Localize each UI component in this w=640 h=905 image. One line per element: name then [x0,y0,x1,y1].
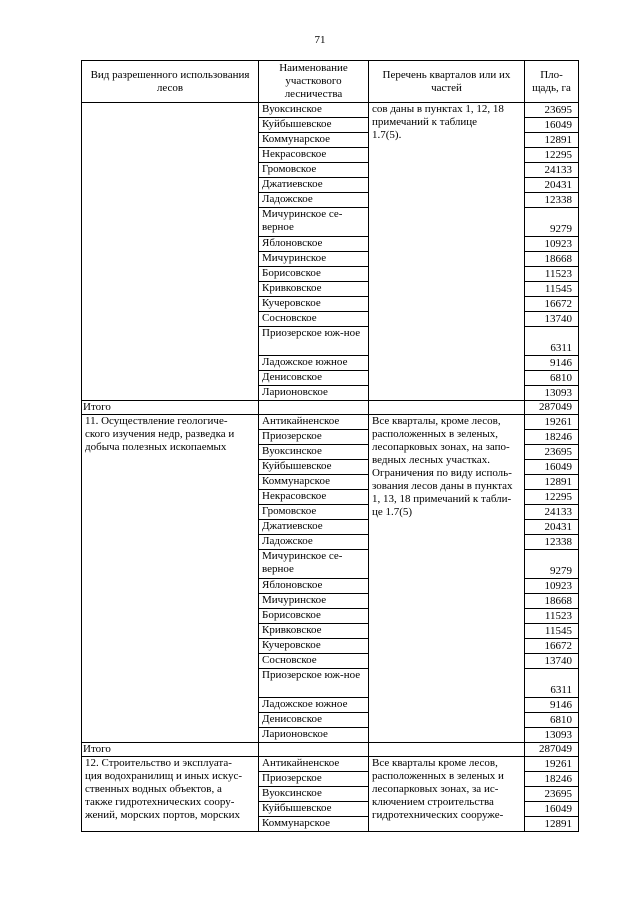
area-cell: 13093 [525,728,579,743]
forestry-name-cell: Ладожское южное [259,356,369,371]
total-area-cell: 287049 [525,401,579,415]
forestry-name-cell: Коммунарское [259,133,369,148]
forestry-name-cell: Кучеровское [259,639,369,654]
area-cell: 6311 [525,327,579,356]
total-area-cell: 287049 [525,743,579,757]
header-kind: Вид разрешенного использования лесов [82,61,259,103]
forestry-name-cell: Джатиевское [259,520,369,535]
forestry-name-cell: Кривковское [259,282,369,297]
quarters-cell: Все кварталы кроме лесов, расположенных в зеленых и лесопарковых зонах, за ис- ключением строительства гидротехнических сооруже- [369,757,525,832]
header-area: Пло-щадь, га [525,61,579,103]
forestry-name-cell: Коммунарское [259,817,369,832]
area-cell: 24133 [525,505,579,520]
area-cell: 19261 [525,757,579,772]
forestry-name-cell: Некрасовское [259,490,369,505]
area-cell: 11545 [525,282,579,297]
forestry-name-cell: Куйбышевское [259,802,369,817]
area-cell: 9146 [525,356,579,371]
forestry-name-cell: Джатиевское [259,178,369,193]
forestry-name-cell: Антикайненское [259,415,369,430]
empty-cell [259,401,369,415]
forestry-name-cell: Громовское [259,163,369,178]
forestry-name-cell: Ладожское [259,193,369,208]
area-cell: 13093 [525,386,579,401]
area-cell: 16049 [525,118,579,133]
forestry-name-cell: Антикайненское [259,757,369,772]
forestry-name-cell: Мичуринское [259,252,369,267]
forestry-name-cell: Приозерское юж-ное [259,327,369,356]
header-forestry: Наименование участкового лесничества [259,61,369,103]
forestry-name-cell: Ларионовское [259,728,369,743]
forestry-name-cell: Борисовское [259,267,369,282]
area-cell: 12891 [525,133,579,148]
forestry-name-cell: Яблоновское [259,237,369,252]
forestry-name-cell: Ладожское южное [259,698,369,713]
area-cell: 10923 [525,579,579,594]
forestry-name-cell: Вуоксинское [259,445,369,460]
area-cell: 9146 [525,698,579,713]
area-cell: 12295 [525,148,579,163]
area-cell: 9279 [525,550,579,579]
forestry-name-cell: Кривковское [259,624,369,639]
forestry-name-cell: Кучеровское [259,297,369,312]
quarters-cell: Все кварталы, кроме лесов, расположенных в зеленых, лесопарковых зонах, на запо- ведных лесных участках. Ограничения по виду исполь- зования лесов даны в пунктах 1, 13, 18 примечаний к табли- це 1.7(5) [369,415,525,743]
area-cell: 18668 [525,594,579,609]
forestry-name-cell: Куйбышевское [259,460,369,475]
area-cell: 6810 [525,371,579,386]
area-cell: 10923 [525,237,579,252]
table-row [82,415,579,430]
empty-cell [369,743,525,757]
area-cell: 23695 [525,445,579,460]
forestry-name-cell: Вуоксинское [259,103,369,118]
area-cell: 11523 [525,609,579,624]
forestry-name-cell: Приозерское [259,430,369,445]
forestry-name-cell: Борисовское [259,609,369,624]
forestry-name-cell: Вуоксинское [259,787,369,802]
table-body [82,103,579,832]
forestry-name-cell: Денисовское [259,713,369,728]
area-cell: 13740 [525,312,579,327]
forestry-name-cell: Яблоновское [259,579,369,594]
forestry-name-cell: Мичуринское се-верное [259,550,369,579]
forestry-name-cell: Куйбышевское [259,118,369,133]
total-label: Итого [82,401,259,415]
empty-cell [259,743,369,757]
forestry-name-cell: Сосновское [259,654,369,669]
forestry-name-cell: Ладожское [259,535,369,550]
area-cell: 12891 [525,817,579,832]
total-row [82,743,579,757]
forestry-name-cell: Денисовское [259,371,369,386]
forestry-name-cell: Приозерское [259,772,369,787]
forestry-name-cell: Мичуринское се-верное [259,208,369,237]
area-cell: 20431 [525,520,579,535]
empty-cell [369,401,525,415]
area-cell: 20431 [525,178,579,193]
area-cell: 19261 [525,415,579,430]
area-cell: 6810 [525,713,579,728]
total-label: Итого [82,743,259,757]
total-row [82,401,579,415]
area-cell: 12295 [525,490,579,505]
area-cell: 12338 [525,535,579,550]
area-cell: 16049 [525,460,579,475]
forestry-name-cell: Ларионовское [259,386,369,401]
area-cell: 18246 [525,772,579,787]
area-cell: 16049 [525,802,579,817]
area-cell: 16672 [525,297,579,312]
table-row [82,757,579,772]
area-cell: 24133 [525,163,579,178]
area-cell: 18668 [525,252,579,267]
area-cell: 6311 [525,669,579,698]
table-row [82,103,579,118]
forestry-name-cell: Громовское [259,505,369,520]
area-cell: 23695 [525,103,579,118]
use-kind-cell: 12. Строительство и эксплуата- ция водохранилищ и иных искус- ственных водных объектов, а также гидротехнических соору- жений, морских портов, морских [82,757,259,832]
forestry-name-cell: Некрасовское [259,148,369,163]
header-quarters: Перечень кварталов или их частей [369,61,525,103]
quarters-cell: сов даны в пунктах 1, 12, 18 примечаний к таблице 1.7(5). [369,103,525,401]
area-cell: 16672 [525,639,579,654]
area-cell: 13740 [525,654,579,669]
area-cell: 12891 [525,475,579,490]
forestry-name-cell: Коммунарское [259,475,369,490]
forestry-name-cell: Мичуринское [259,594,369,609]
area-cell: 9279 [525,208,579,237]
area-cell: 12338 [525,193,579,208]
area-cell: 11545 [525,624,579,639]
forest-use-table [81,60,579,832]
forestry-name-cell: Приозерское юж-ное [259,669,369,698]
use-kind-cell [82,103,259,401]
area-cell: 18246 [525,430,579,445]
page-number: 71 [314,34,326,46]
use-kind-cell: 11. Осуществление геологиче- ского изучения недр, разведка и добыча полезных ископаемых [82,415,259,743]
area-cell: 11523 [525,267,579,282]
forestry-name-cell: Сосновское [259,312,369,327]
area-cell: 23695 [525,787,579,802]
